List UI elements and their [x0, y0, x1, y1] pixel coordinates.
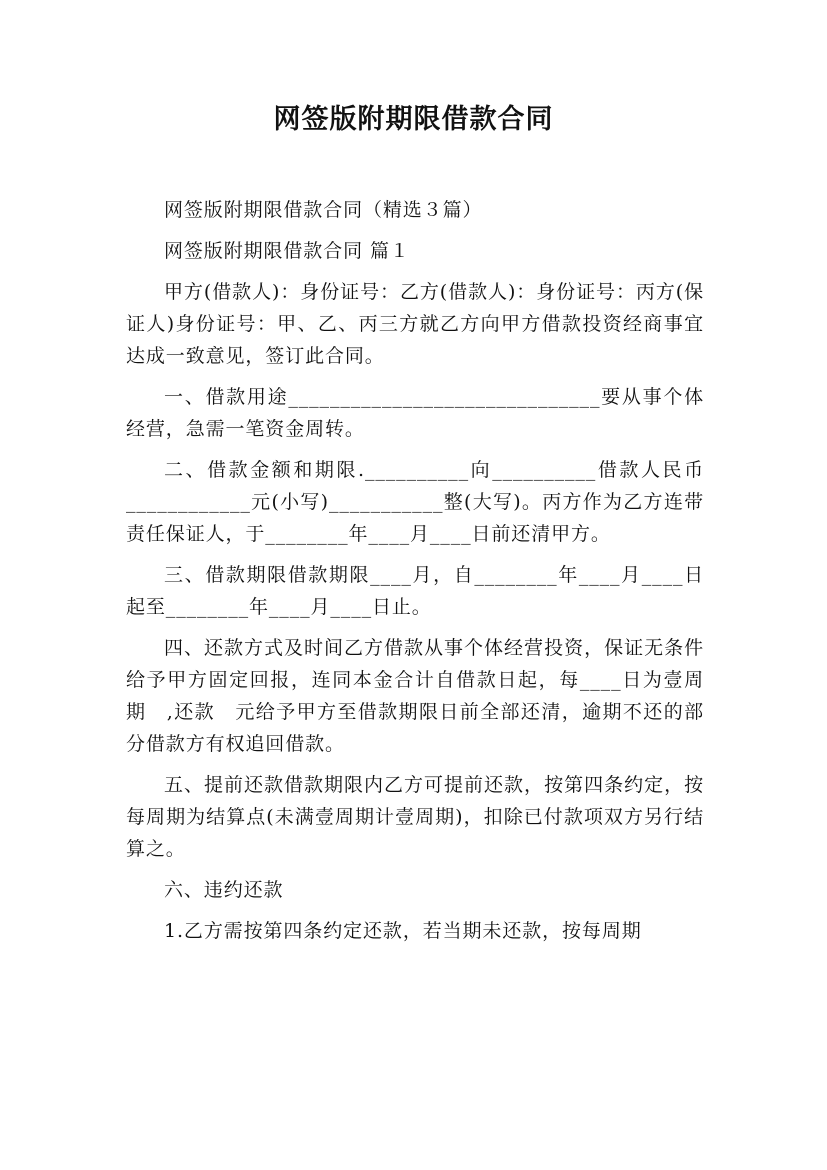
document-subtitle: 网签版附期限借款合同（精选３篇）: [164, 199, 483, 221]
clause-default-item-1: 1.乙方需按第四条约定还款，若当期未还款，按每周期: [164, 920, 642, 942]
clause-loan-term: 三、借款期限借款期限____月，自________年____月____日起至________年____月____日止。: [126, 564, 704, 618]
parties-paragraph: 甲方(借款人)：身份证号：乙方(借款人)：身份证号：丙方(保证人)身份证号：甲、乙、丙三方就乙方向甲方借款投资经商事宜达成一致意见，签订此合同。: [126, 281, 704, 367]
clause-default-heading: 六、违约还款: [164, 879, 284, 901]
clause-loan-purpose: 一、借款用途______________________________要从事个体经营，急需一笔资金周转。: [126, 386, 704, 440]
clause-early-repayment: 五、提前还款借款期限内乙方可提前还款，按第四条约定，按每周期为结算点(未满壹周期计壹周期)，扣除已付款项双方另行结算之。: [126, 774, 704, 860]
clause-repayment-method: 四、还款方式及时间乙方借款从事个体经营投资，保证无条件给予甲方固定回报，连同本金合计自借款日起，每____日为壹周期 ,还款 元给予甲方至借款期限日前全部还清，逾期不还的部分借款方有权追回借款。: [126, 637, 704, 755]
document-title: 网签版附期限借款合同: [273, 104, 554, 135]
document-body: [126, 194, 704, 956]
section-heading: 网签版附期限借款合同 篇１: [164, 240, 410, 262]
clause-loan-amount: 二、借款金额和期限.__________向__________借款人民币____________元(小写)___________整(大写)。丙方作为乙方连带责任保证人，于________年____月____日前还清甲方。: [126, 459, 704, 545]
